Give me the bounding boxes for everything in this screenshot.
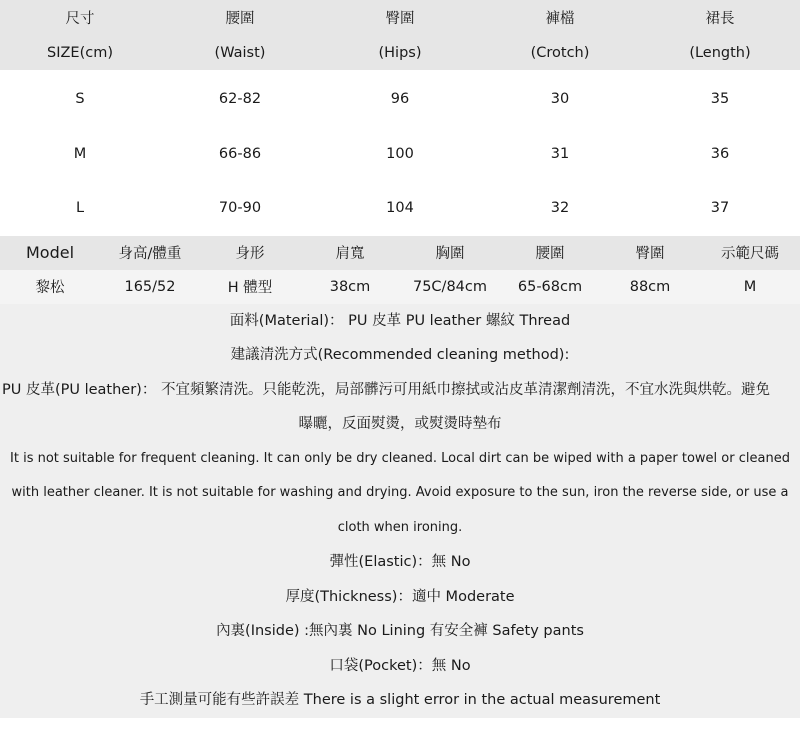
height-weight-value: 165/52 <box>100 270 200 304</box>
bottom-spacer <box>0 718 800 732</box>
table-row <box>0 70 800 127</box>
hips-cell: 104 <box>320 181 480 236</box>
shoulder-value: 38cm <box>300 270 400 304</box>
demo-size-header: 示範尺碼 <box>700 236 800 270</box>
model-header-row <box>0 236 800 270</box>
crotch-cell: 30 <box>480 70 640 127</box>
model-table <box>0 236 800 304</box>
hips-header-zh: 臀圍 <box>320 0 480 35</box>
demo-size-value: M <box>700 270 800 304</box>
lining-line: 內裏(Inside) :無內裏 No Lining 有安全褲 Safety pants <box>216 623 584 639</box>
size-cell: S <box>0 70 160 127</box>
length-header-en: (Length) <box>640 35 800 70</box>
cleaning-en-line-2: with leather cleaner. It is not suitable for washing and drying. Avoid exposure to the sun, iron the reverse side, or use a <box>11 485 789 500</box>
cleaning-title: 建議清洗方式(Recommended cleaning method): <box>230 347 570 363</box>
size-cell: M <box>0 127 160 182</box>
length-cell: 37 <box>640 181 800 236</box>
hips-cell: 100 <box>320 127 480 182</box>
cleaning-zh-line-1: PU 皮革(PU leather)： 不宜頻繁清洗。只能乾洗，局部髒污可用紙巾擦拭或沾皮革清潔劑清洗，不宜水洗與烘乾。避免 <box>2 381 770 398</box>
length-cell: 35 <box>640 70 800 127</box>
elastic-line: 彈性(Elastic)：無 No <box>329 554 471 570</box>
cleaning-en-line-1: It is not suitable for frequent cleaning. It can only be dry cleaned. Local dirt can be wiped with a paper towel or cleaned <box>10 450 790 466</box>
hips-cell: 96 <box>320 70 480 127</box>
model-name: 黎松 <box>0 270 100 304</box>
waist-cell: 70-90 <box>160 181 320 236</box>
size-header-zh-row <box>0 0 800 35</box>
hips-header-en: (Hips) <box>320 35 480 70</box>
size-table <box>0 0 800 236</box>
size-header-en: SIZE(cm) <box>0 35 160 70</box>
waist-value: 65-68cm <box>500 270 600 304</box>
model-header: Model <box>0 236 100 270</box>
model-value-row <box>0 270 800 304</box>
product-info-section <box>0 304 800 718</box>
body-shape-header: 身形 <box>200 236 300 270</box>
thickness-line: 厚度(Thickness)：適中 Moderate <box>285 588 515 605</box>
waist-header-en: (Waist) <box>160 35 320 70</box>
measurement-note: 手工測量可能有些許誤差 There is a slight error in the actual measurement <box>139 692 661 708</box>
cleaning-en-line-3: cloth when ironing. <box>337 519 463 535</box>
crotch-cell: 32 <box>480 181 640 236</box>
waist-header-zh: 腰圍 <box>160 0 320 35</box>
table-row <box>0 127 800 182</box>
pocket-line: 口袋(Pocket)：無 No <box>329 657 471 674</box>
crotch-header-zh: 褲檔 <box>480 0 640 35</box>
height-weight-header: 身高/體重 <box>100 236 200 270</box>
waist-cell: 66-86 <box>160 127 320 182</box>
shoulder-header: 肩寬 <box>300 236 400 270</box>
waist-cell: 62-82 <box>160 70 320 127</box>
length-cell: 36 <box>640 127 800 182</box>
crotch-header-en: (Crotch) <box>480 35 640 70</box>
size-header-zh: 尺寸 <box>0 0 160 35</box>
hips-value: 88cm <box>600 270 700 304</box>
material-line: 面料(Material)： PU 皮革 PU leather 螺紋 Thread <box>229 312 571 329</box>
size-cell: L <box>0 181 160 236</box>
length-header-zh: 裙長 <box>640 0 800 35</box>
table-row <box>0 181 800 236</box>
hips-header: 臀圍 <box>600 236 700 270</box>
waist-header: 腰圍 <box>500 236 600 270</box>
bust-header: 胸圍 <box>400 236 500 270</box>
size-header-en-row <box>0 35 800 70</box>
bust-value: 75C/84cm <box>400 270 500 304</box>
body-shape-value: H 體型 <box>200 270 300 304</box>
crotch-cell: 31 <box>480 127 640 182</box>
cleaning-zh-line-2: 曝曬，反面熨燙，或熨燙時墊布 <box>298 416 502 432</box>
